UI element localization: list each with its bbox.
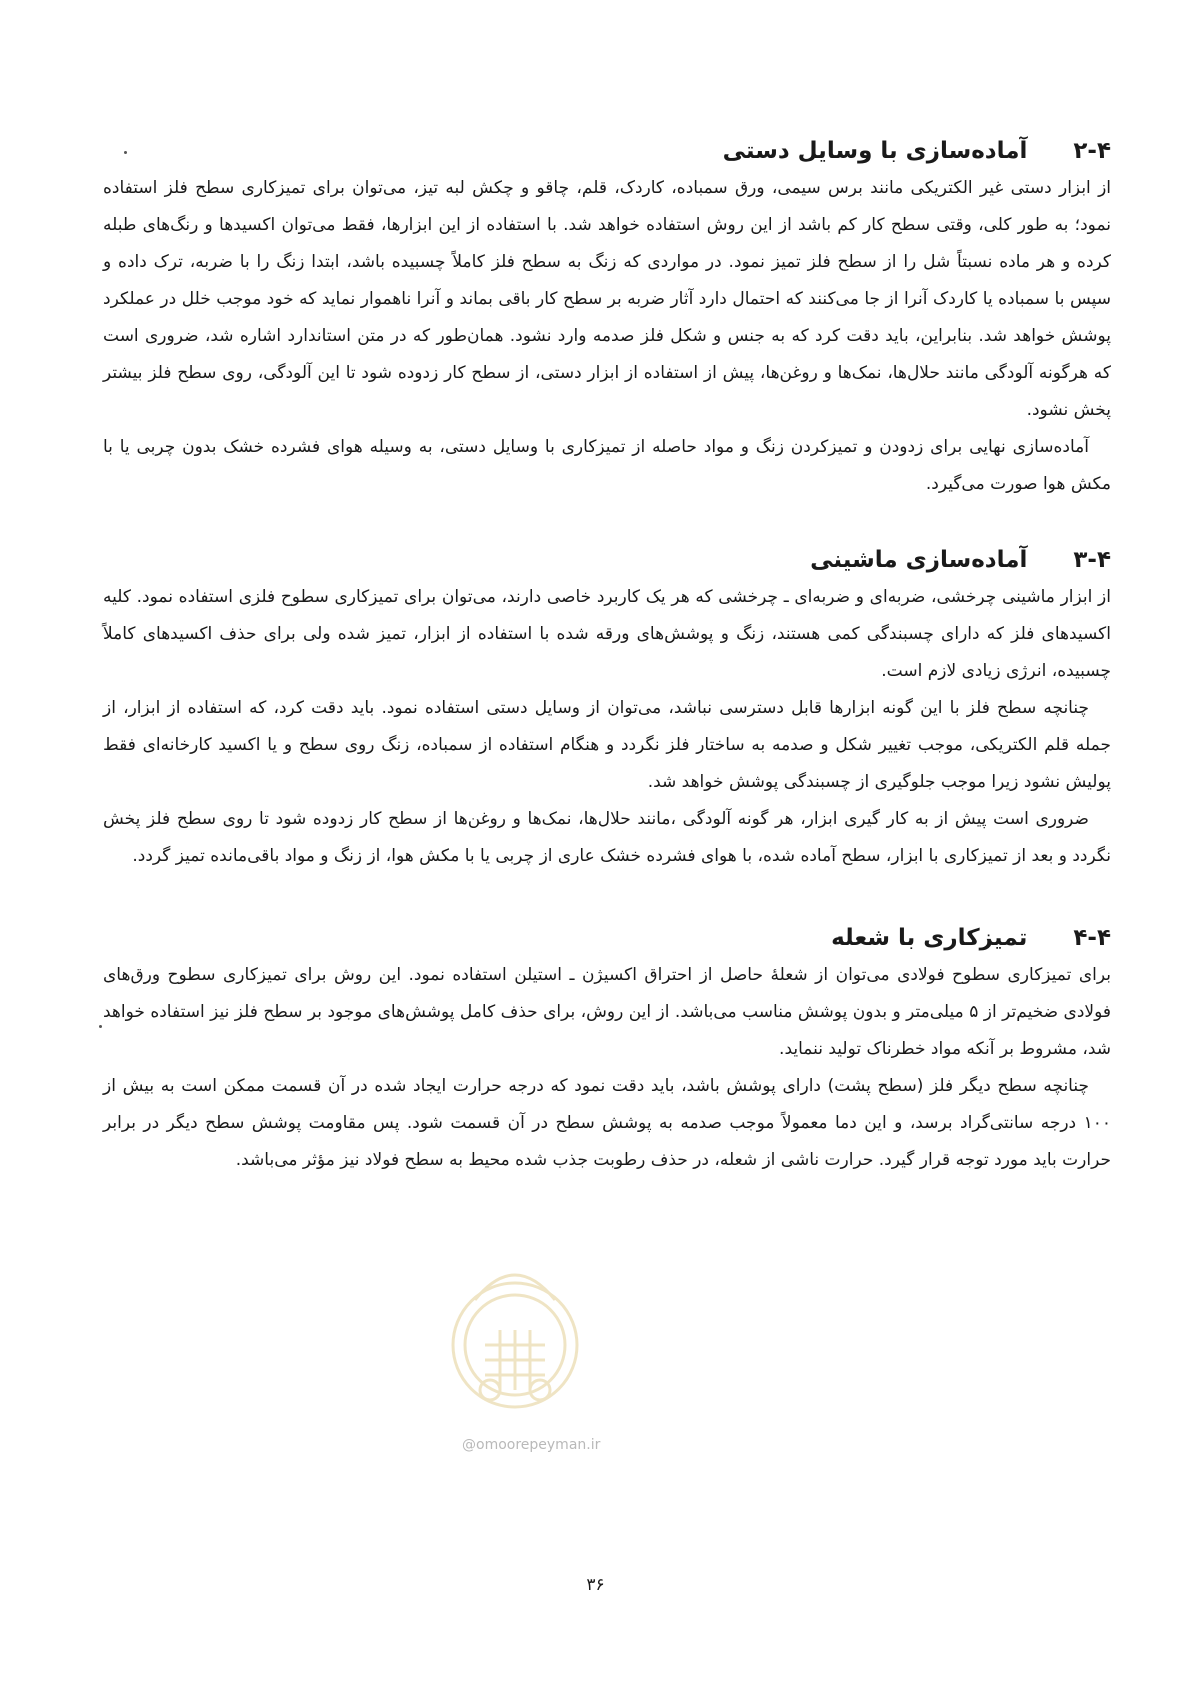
paragraph: چنانچه سطح فلز با این گونه ابزارها قابل دسترسی نباشد، می‌توان از وسایل دستی استفاده نمود. باید دقت کرد، که استفاده از ابزار، از جمله قلم الکتریکی، موجب تغییر شکل و صدمه به ساختار فلز نگردد و هنگام استفاده از سمباده، زنگ روی سطح و یا اکسید کارخانه‌ای فقط پولیش نشود زیرا موجب جلوگیری از چسبندگی پوشش خواهد شد. <box>103 698 1111 792</box>
section-number: ۴-۴ <box>1073 925 1111 951</box>
paragraph: ضروری است پیش از به کار گیری ابزار، هر گونه آلودگی ،مانند حلال‌ها، نمک‌ها و روغن‌ها از سطح کار زدوده شود تا روی سطح فلز پخش نگردد و بعد از تمیزکاری با ابزار، سطح آماده شده، با هوای فشرده خشک عاری از چربی یا با مکش هوا، از زنگ و مواد باقی‌مانده تمیز گردد. <box>103 809 1111 866</box>
section-title: تمیزکاری با شعله <box>831 925 1028 951</box>
document-page <box>103 138 1111 1179</box>
section-title: آماده‌سازی با وسایل دستی <box>722 138 1028 164</box>
section-heading <box>103 925 1111 951</box>
section-number: ۳-۴ <box>1073 547 1111 573</box>
paragraph: چنانچه سطح دیگر فلز (سطح پشت) دارای پوشش باشد، باید دقت نمود که درجه حرارت ایجاد شده در آن قسمت ممکن است به بیش از ۱۰۰ درجه سانتی‌گراد برسد، و این دما معمولاً موجب صدمه به پوشش سطح در آن قسمت شود. پس مقاومت پوشش سطح دیگر در برابر حرارت باید مورد توجه قرار گیرد. حرارت ناشی از شعله، در حذف رطوبت جذب شده محیط به سطح فولاد نیز مؤثر می‌باشد. <box>103 1076 1111 1170</box>
scan-speck <box>124 151 127 154</box>
paragraph: آماده‌سازی نهایی برای زدودن و تمیزکردن زنگ و مواد حاصله از تمیزکاری با وسایل دستی، به وسیله هوای فشرده خشک بدون چربی یا با مکش هوا صورت می‌گیرد. <box>103 437 1111 494</box>
page-number: ۳۶ <box>586 1575 605 1595</box>
watermark-seal-icon <box>440 1230 590 1460</box>
paragraph: برای تمیزکاری سطوح فولادی می‌توان از شعلهٔ حاصل از احتراق اکسیژن ـ استیلن استفاده نمود. این روش برای تمیزکاری سطوح ورق‌های فولادی ضخیم‌تر از ۵ میلی‌متر و بدون پوشش مناسب می‌باشد. از این روش، برای حذف کامل پوشش‌های موجود بر سطح فلز نیز استفاده خواهد شد، مشروط بر آنکه مواد خطرناک تولید ننماید. <box>103 965 1112 1059</box>
scan-speck <box>99 1025 102 1028</box>
section-title: آماده‌سازی ماشینی <box>810 547 1028 573</box>
section-heading <box>103 547 1111 573</box>
paragraph: از ابزار ماشینی چرخشی، ضربه‌ای و ضربه‌ای ـ چرخشی که هر یک کاربرد خاصی دارند، می‌توان برای تمیزکاری سطوح فلزی استفاده نمود. کلیه اکسیدهای فلز که دارای چسبندگی کمی هستند، زنگ و پوشش‌های ورقه شده با استفاده از ابزار، تمیز شده ولی برای حذف اکسیدهای کاملاً چسبیده، انرژی زیادی لازم است. <box>103 587 1111 681</box>
watermark-url: @omoorepeyman.ir <box>462 1437 601 1453</box>
section-heading <box>103 138 1111 164</box>
paragraph: از ابزار دستی غیر الکتریکی مانند برس سیمی، ورق سمباده، کاردک، قلم، چاقو و چکش لبه تیز، می‌توان برای تمیزکاری سطح فلز استفاده نمود؛ به طور کلی، وقتی سطح کار کم باشد از این روش استفاده خواهد شد. با استفاده از این ابزارها، فقط می‌توان اکسیدها و رنگ‌های طبله کرده و هر ماده نسبتاً شل را از سطح فلز تمیز نمود. در مواردی که زنگ به سطح فلز کاملاً چسبیده باشد، ابتدا زنگ را با ضربه، ترک داده و سپس با سمباده یا کاردک آنرا از جا می‌کنند که احتمال دارد آثار ضربه بر سطح کار باقی بماند و آنرا ناهموار نماید که خود موجب خلل در عملکرد پوشش خواهد شد. بنابراین، باید دقت کرد که به جنس و شکل فلز صدمه وارد نشود. همان‌طور که در متن استاندارد اشاره شد، ضروری است که هرگونه آلودگی مانند حلال‌ها، نمک‌ها و روغن‌ها، پیش از استفاده از ابزار دستی، از سطح کار زدوده شود تا این آلودگی، روی سطح فلز بیشتر پخش نشود. <box>103 178 1111 420</box>
section-number: ۲-۴ <box>1073 138 1111 164</box>
